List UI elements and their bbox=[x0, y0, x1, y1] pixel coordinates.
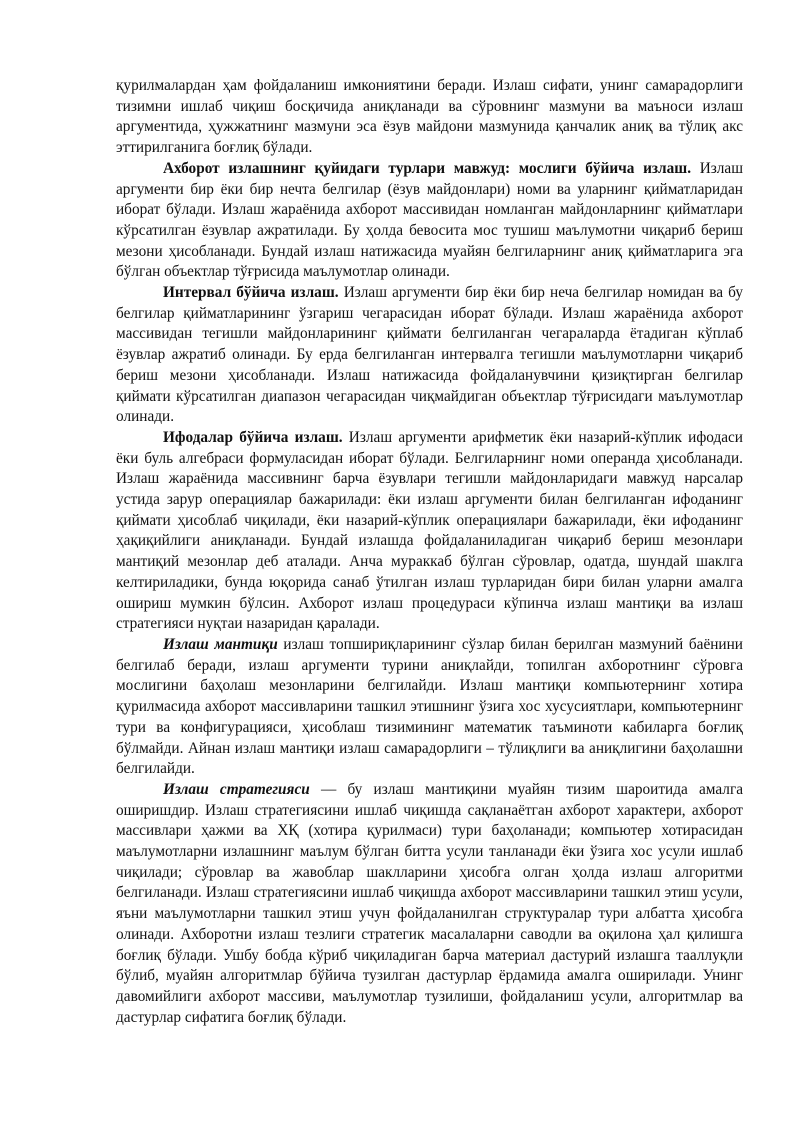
paragraph-text: Излаш аргументи бир ёки бир нечта белгилар (ёзув майдонлари) номи ва уларнинг қийматларидан иборат бўлади. Излаш жараёнида ахборот массивидан номланган майдонларнинг қийматлари кўрсатилган ёзувлар ажратилади. Бу ҳолда бевосита мос тушиш маълумотни чиқариб бериш мезони ҳисобланади. Бундай излаш натижасида муайян белгиларнинг аниқ қийматларига эга бўлган объектлар тўғрисида маълумотлар олинади. bbox=[116, 159, 743, 281]
paragraph-heading: Интервал бўйича излаш. bbox=[163, 284, 339, 302]
paragraph bbox=[116, 428, 743, 635]
paragraph-text: қурилмалардан ҳам фойдаланиш имкониятини беради. Излаш сифати, унинг самарадорлиги тизимни ишлаб чиқиш босқичида аниқланади ва сўровнинг мазмуни ва маъноси излаш аргументида, ҳужжатнинг мазмуни эса ёзув майдони мазмунида қанчалик аниқ ва тўлиқ акс эттирилганига боғлиқ бўлади. bbox=[116, 77, 743, 157]
paragraph-heading: Ифодалар бўйича излаш. bbox=[163, 428, 343, 446]
paragraph bbox=[116, 635, 743, 780]
paragraph bbox=[116, 76, 743, 159]
paragraph-heading: Излаш стратегияси bbox=[163, 780, 310, 798]
paragraph bbox=[116, 283, 743, 428]
paragraph-heading: Излаш мантиқи bbox=[163, 635, 278, 653]
paragraph-text: Излаш аргументи бир ёки бир неча белгилар номидан ва бу белгилар қийматларининг ўзгариш чегарасидан иборат бўлади. Излаш жараёнида ахборот массивидан тегишли майдонларининг қиймати белгиланган чегараларда ётадиган кўплаб ёзувлар ажратиб олинади. Бу ерда белгиланган интервалга тегишли маълумотларни чиқариб бериш мезони ҳисобланади. Излаш натижасида фойдаланувчини қизиқтирган белгилар қиймати кўрсатилган диапазон чегарасидан чиқмайдиган объектлар тўғрисидаги маълумотлар олинади. bbox=[116, 284, 743, 426]
paragraph-text: Излаш аргументи арифметик ёки назарий-кўплик ифодаси ёки буль алгебраси формуласидан иборат бўлади. Белгиларнинг номи операнда ҳисобланади. Излаш жараёнида массивнинг барча ёзувлари тегишли майдонларидаги мавжуд нарсалар устида зарур операциялар бажарилади: ёки излаш аргументи билан белгиланган ифоданинг қиймати ҳисоблаб чиқилади, ёки назарий-кўплик операциялари бажарилади, ёки ифоданинг ҳақиқийлиги аниқланади. Бундай излашда фойдаланиладиган чиқариб бериш мезонлари мантиқий мезонлар деб аталади. Анча мураккаб бўлган сўровлар, одатда, шундай шаклга келтириладики, бунда юқорида санаб ўтилган излаш турларидан бири билан уларни амалга ошириш мумкин бўлсин. Ахборот излаш процедураси кўпинча излаш мантиқи ва излаш стратегияси нуқтаи назаридан қаралади. bbox=[116, 428, 743, 633]
paragraph-heading: Ахборот излашнинг қуйидаги турлари мавжуд: мослиги бўйича излаш. bbox=[163, 159, 692, 177]
paragraph-list bbox=[116, 76, 743, 1028]
paragraph bbox=[116, 780, 743, 1028]
paragraph-text: излаш топшириқларининг сўзлар билан берилган мазмуний баёнини белгилаб беради, излаш аргументи турини аниқлайди, топилган ахборотнинг сўровга мослигини баҳолаш мезонларини белгилайди. Излаш мантиқи компьютернинг хотира қурилмасида ахборот массивларини ташкил этишнинг ўзига хос хусусиятлари, компьютернинг тури ва конфигурацияси, ҳисоблаш тизимининг математик таъминоти кабиларга боғлиқ бўлмайди. Айнан излаш мантиқи излаш самарадорлиги – тўлиқлиги ва аниқлигини баҳолашни белгилайди. bbox=[116, 635, 743, 778]
paragraph-text: — бу излаш мантиқини муайян тизим шароитида амалга оширишдир. Излаш стратегиясини ишлаб чиқишда сақланаётган ахборот характери, ахборот массивлари ҳажми ва ХҚ (хотира қурилмаси) тури баҳоланади; компьютер хотирасидан маълумотларни излашнинг маълум бўлган битта усули танланади ёки ўзига хос усули ишлаб чиқилади; сўровлар ва жавоблар шаклларини ҳисобга олган ҳолда излаш алгоритми белгиланади. Излаш стратегиясини ишлаб чиқишда ахборот массивларини ташкил этиш усули, яъни маълумотларни ташкил этиш учун фойдаланилган структуралар тури албатта ҳисобга олинади. Ахборотни излаш тезлиги стратегик масалаларни саводли ва оқилона ҳал қилишга боғлиқ бўлади. Ушбу бобда кўриб чиқиладиган барча материал дастурий излашга тааллуқли бўлиб, муайян алгоритмлар бўйича тузилган дастурлар ёрдамида амалга оширилади. Унинг давомийлиги ахборот массиви, маълумотлар тузилиши, фойдаланиш усули, алгоритмлар ва дастурлар сифатига боғлиқ бўлади. bbox=[116, 780, 744, 1026]
paragraph bbox=[116, 159, 743, 283]
